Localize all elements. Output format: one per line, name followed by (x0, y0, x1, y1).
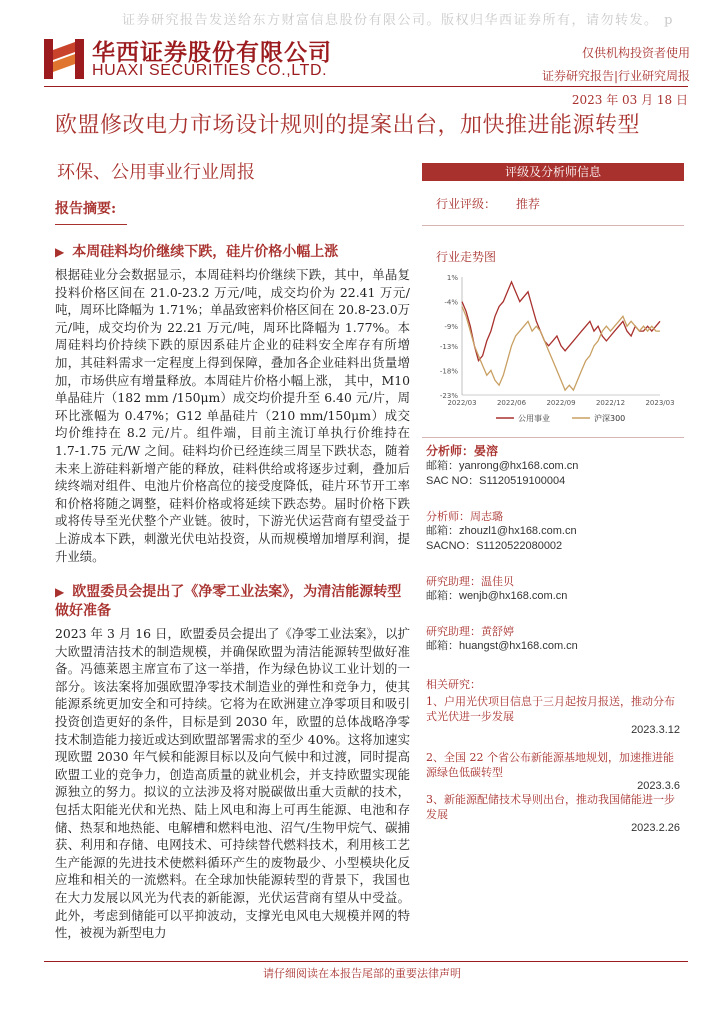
section-heading-text: 欧盟委员会提出了《净零工业法案》，为清洁能源转型做好准备 (55, 584, 402, 620)
y-tick-label: -23% (439, 392, 458, 400)
analyst-email[interactable]: 邮箱：yanrong@hx168.com.cn (426, 460, 579, 472)
analyst-sac: SACNO：S1120522080002 (426, 540, 563, 552)
related-research-title: 相关研究： (426, 678, 481, 691)
related-item[interactable]: 1、户用光伏项目信息于三月起按月报送，推动分布式光伏进一步发展 (426, 695, 675, 723)
trend-chart-svg (424, 269, 682, 429)
series-line-1 (462, 307, 660, 391)
y-tick-label: -18% (439, 367, 458, 376)
analyst-sac: SAC NO：S1120519100004 (426, 475, 566, 487)
company-name-en: HUAXI SECURITIES CO.,LTD. (92, 62, 328, 79)
company-logo-icon (44, 36, 84, 80)
y-tick-label: -9% (444, 323, 458, 332)
analyst-email[interactable]: 邮箱：zhouzl1@hx168.com.cn (426, 525, 577, 537)
audience-note: 仅供机构投资者使用 (581, 46, 690, 60)
analyst-name: 分析师：周志璐 (426, 510, 503, 523)
analyst-block (426, 444, 684, 489)
x-tick-label: 2022/09 (546, 399, 576, 407)
analyst-divider (422, 437, 684, 438)
analyst-name: 分析师：晏溶 (426, 444, 499, 458)
x-tick-label: 2022/12 (595, 399, 626, 407)
trend-chart (424, 269, 682, 429)
x-tick-label: 2022/06 (496, 399, 527, 407)
footer-divider (44, 961, 688, 962)
report-subtitle: 环保、公用事业行业周报 (57, 162, 255, 183)
summary-column (55, 198, 410, 960)
assistant-block (426, 624, 684, 654)
triangle-bullet-icon: ▶ (55, 245, 65, 259)
assistant-email[interactable]: 邮箱：wenjb@hx168.com.cn (426, 590, 568, 602)
related-item[interactable]: 2、全国 22 个省公布新能源基地规划，加速推进能源绿色低碳转型 (426, 751, 674, 779)
legend-label: 沪深300 (594, 414, 626, 423)
y-tick-label: -13% (439, 342, 458, 351)
report-date: 2023 年 03 月 18 日 (571, 93, 688, 107)
rating-info-bar: 评级及分析师信息 (422, 163, 684, 181)
section-heading (55, 583, 410, 621)
rating-divider (422, 225, 684, 226)
assistant-name: 研究助理：黄舒婷 (426, 625, 514, 638)
sidebar (422, 163, 684, 834)
related-item-date: 2023.3.6 (637, 780, 680, 792)
rating-label: 行业评级： (436, 197, 497, 211)
related-item-date: 2023.2.26 (631, 822, 680, 834)
section-heading-text: 本周硅料均价继续下跌，硅片价格小幅上涨 (72, 244, 339, 260)
assistant-name: 研究助理：温佳贝 (426, 575, 514, 588)
section-heading (55, 243, 410, 262)
y-tick-label: -4% (444, 298, 458, 307)
legal-notice[interactable]: 请仔细阅读在本报告尾部的重要法律声明 (263, 967, 461, 980)
legend-label: 公用事业 (518, 414, 550, 423)
rating-row (436, 195, 684, 212)
summary-label-rule (55, 224, 127, 225)
x-tick-label: 2023/03 (645, 399, 675, 407)
trend-title: 行业走势图 (436, 250, 497, 264)
assistant-email[interactable]: 邮箱：huangst@hx168.com.cn (426, 640, 578, 652)
assistant-block (426, 574, 684, 604)
y-tick-label: 1% (446, 274, 458, 282)
related-item-date: 2023.3.12 (631, 724, 680, 736)
triangle-bullet-icon: ▶ (55, 585, 65, 600)
section-body: 根据硅业分会数据显示，本周硅料均价继续下跌，其中，单晶复投料价格区间在 21.0-23.2 万元/吨，成交均价为 22.41 万元/吨，周环比降幅为 1.71%；单晶致密料价格区间在 20.8-23.0万元/吨，成交均价为 22.21 万元/吨，周环比降幅为 1.77%。本周硅料均价持续下跌的原因系硅片企业的硅料安全库存有所增加，其硅料需求一定程度上得到保障，叠加各企业硅料出货量增加，市场供应有增量释放。本周硅片价格小幅上涨， 其中，M10 单晶硅片（182 mm /150μm）成交均价提升至 6.40 元/片，周环比涨幅为 0.47%；G12 单晶硅片（210 mm/150μm）成交均价维持在 8.2 元/片。组件端，目前主流订单执行价维持在 1.7-1.75 元/W 之间。硅料均价已经连续三周呈下跌状态，随着未来上游硅料新增产能的释放，硅料供给或将逐步过剩，叠加后续终端对组件、电池片价格高位的接受度降低，硅片环节开工率和价格将随之调整，硅料价格或将延续下跌态势。届时价格下跌或将传导至光伏整个产业链。彼时，下游光伏运营商有望受益于上游成本下跌，刺激光伏电站投资，从而规模增加增厚利润，提升业绩。 (55, 267, 410, 564)
company-name-cn: 华西证券股份有限公司 (92, 40, 332, 66)
summary-label: 报告摘要: (55, 201, 117, 217)
section-body: 2023 年 3 月 16 日，欧盟委员会提出了《净零工业法案》，以扩大欧盟清洁技术的制造规模，并确保欧盟为清洁能源转型做好准备。冯德莱恩主席宣布了这一举措，作为绿色协议工业计划的一部分。该法案将加强欧盟净零技术制造业的弹性和竞争力，使其能源系统更加安全和可持续。它将为在欧洲建立净零项目和吸引投资创造更好的条件，目标是到 2030 年，欧盟的总体战略净零技术制造能力接近或达到欧盟部署需求的至少 40%。这将加速实现欧盟 2030 年气候和能源目标以及向气候中和过渡，同时提高欧盟工业的竞争力，创造高质量的就业机会，并支持欧盟实现能源独立的努力。拟议的立法涉及将对脱碳做出重大贡献的技术，包括太阳能光伏和光热、陆上风电和海上可再生能源、电池和存储、热泵和地热能、电解槽和燃料电池、沼气/生物甲烷气、碳捕获、利用和存储、电网技术、可持续替代燃料技术，利用核工艺生产能源的先进技术使燃料循环产生的废物最少、小型模块化反应堆和相关的一流燃料。在全球加快能源转型的背景下，我国也在大力发展以风光为代表的新能源，光伏运营商有望从中受益。此外，考虑到储能可以平抑波动，支撑光电风电大规模并网的特性，被视为新型电力 (55, 626, 410, 941)
rating-value: 推荐 (516, 197, 541, 211)
report-type: 证券研究报告|行业研究周报 (541, 69, 690, 83)
x-tick-label: 2022/03 (447, 399, 477, 407)
analyst-block (426, 509, 684, 554)
header-divider (44, 86, 688, 87)
related-item[interactable]: 3、新能源配储技术导则出台，推动我国储能进一步发展 (426, 793, 675, 821)
watermark-text: 证券研究报告发送给东方财富信息股份有限公司。版权归华西证券所有，请勿转发。 p (122, 13, 674, 28)
report-title: 欧盟修改电力市场设计规则的提案出台，加快推进能源转型 (55, 113, 641, 138)
